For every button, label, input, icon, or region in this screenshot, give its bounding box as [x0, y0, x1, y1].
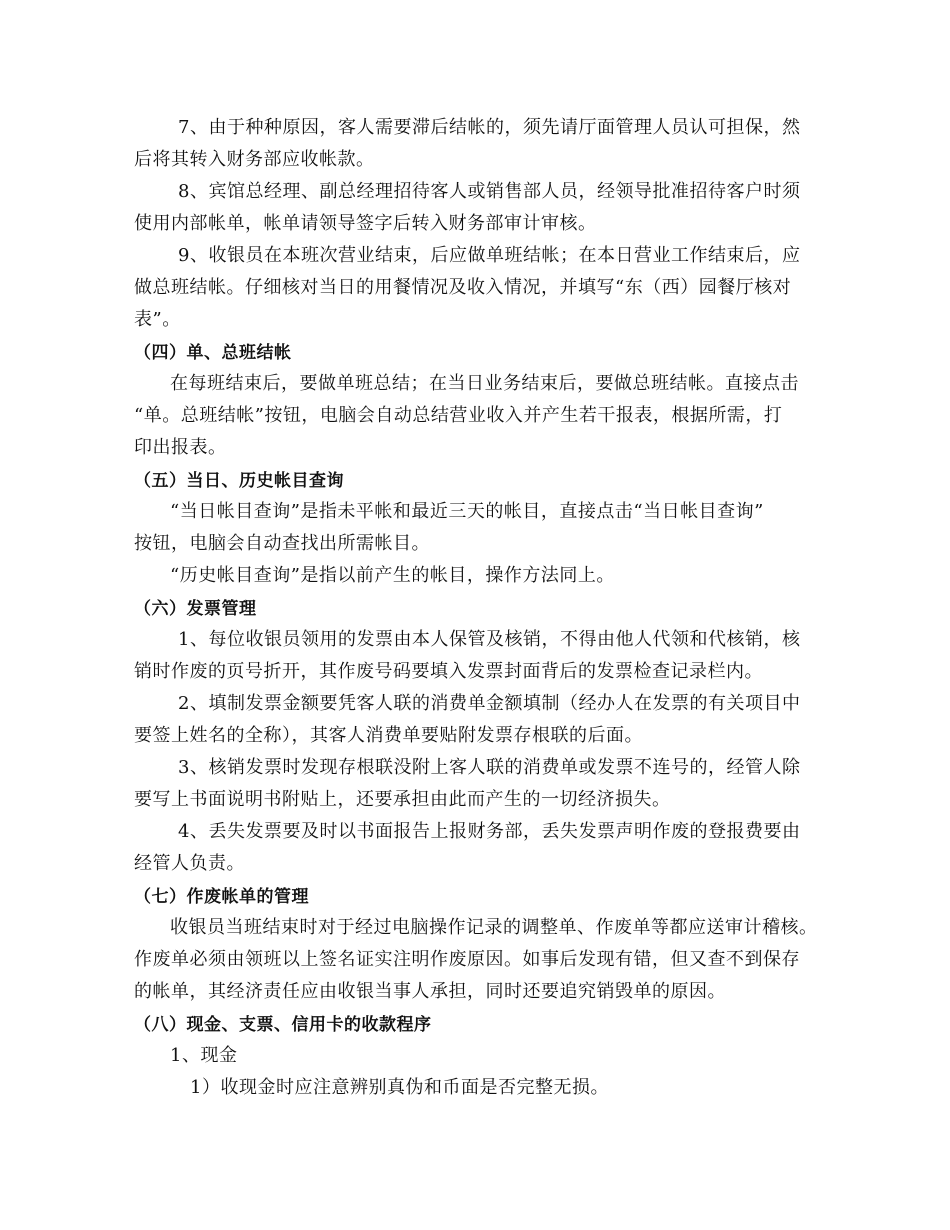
paragraph-item-9-cont-1: 做总班结帐。仔细核对当日的用餐情况及收入情况，并填写“东（西）园餐厅核对: [134, 277, 792, 298]
paragraph-invoice-4-cont: 经管人负责。: [134, 853, 245, 874]
section-heading-6: （六）发票管理: [134, 599, 257, 619]
paragraph-invoice-1: 1、每位收银员领用的发票由本人保管及核销，不得由他人代领和代核销，核: [178, 629, 801, 650]
paragraph-invoice-3: 3、核销发票时发现存根联没附上客人联的消费单或发票不连号的，经管人除: [178, 757, 801, 778]
paragraph-invoice-2-cont: 要签上姓名的全称），其客人消费单要贴附发票存根联的后面。: [134, 725, 643, 746]
paragraph-section-4-cont-2: 印出报表。: [134, 437, 227, 458]
section-heading-5: （五）当日、历史帐目查询: [134, 471, 344, 491]
paragraph-item-9: 9、收银员在本班次营业结束，后应做单班结帐；在本日营业工作结束后，应: [178, 245, 801, 266]
paragraph-invoice-4: 4、丢失发票要及时以书面报告上报财务部，丢失发票声明作废的登报费要由: [178, 821, 801, 842]
paragraph-invoice-2: 2、填制发票金额要凭客人联的消费单金额填制（经办人在发票的有关项目中: [178, 693, 801, 714]
subheading-cash: 1、现金: [170, 1045, 238, 1066]
paragraph-invoice-1-cont: 销时作废的页号折开，其作废号码要填入发票封面背后的发票检查记录栏内。: [134, 661, 763, 682]
paragraph-section-5-a: “当日帐目查询”是指未平帐和最近三天的帐目，直接点击“当日帐目查询”: [170, 501, 764, 522]
paragraph-invoice-3-cont: 要写上书面说明书附贴上，还要承担由此而产生的一切经济损失。: [134, 789, 671, 810]
paragraph-item-8-cont: 使用内部帐单，帐单请领导签字后转入财务部审计审核。: [134, 213, 597, 234]
paragraph-section-7: 收银员当班结束时对于经过电脑操作记录的调整单、作废单等都应送审计稽核。: [170, 917, 818, 938]
paragraph-item-8: 8、宾馆总经理、副总经理招待客人或销售部人员，经领导批准招待客户时须: [178, 181, 801, 202]
section-heading-4: （四）单、总班结帐: [134, 343, 292, 363]
paragraph-section-4: 在每班结束后，要做单班总结；在当日业务结束后，要做总班结帐。直接点击: [170, 373, 799, 394]
paragraph-section-4-cont-1: “单。总班结帐”按钮，电脑会自动总结营业收入并产生若干报表，根据所需，打: [134, 405, 783, 426]
paragraph-section-7-cont-1: 作废单必须由领班以上签名证实注明作废原因。如事后发现有错，但又查不到保存: [134, 949, 800, 970]
section-heading-8: （八）现金、支票、信用卡的收款程序: [134, 1015, 432, 1035]
paragraph-section-7-cont-2: 的帐单，其经济责任应由收银当事人承担，同时还要追究销毁单的原因。: [134, 981, 726, 1002]
paragraph-section-5-b: “历史帐目查询”是指以前产生的帐目，操作方法同上。: [170, 565, 615, 586]
paragraph-item-7-cont: 后将其转入财务部应收帐款。: [134, 149, 375, 170]
paragraph-item-7: 7、由于种种原因，客人需要滞后结帐的，须先请厅面管理人员认可担保，然: [178, 117, 801, 138]
section-heading-7: （七）作废帐单的管理: [134, 887, 309, 907]
paragraph-cash-1: 1）收现金时应注意辨别真伪和币面是否完整无损。: [190, 1077, 609, 1098]
paragraph-item-9-cont-2: 表”。: [134, 309, 181, 330]
paragraph-section-5-a-cont: 按钮，电脑会自动查找出所需帐目。: [134, 533, 430, 554]
